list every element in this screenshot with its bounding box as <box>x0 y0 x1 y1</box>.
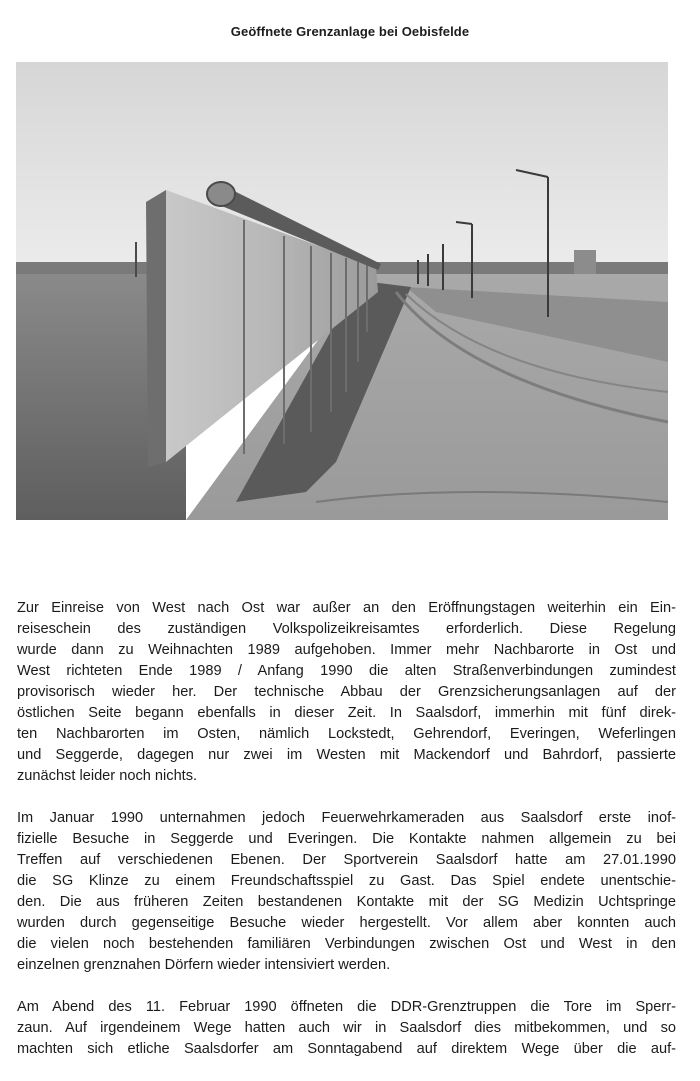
paragraph <box>17 598 676 787</box>
text-line: Treffen auf verschiedenen Ebenen. Der Sportverein Saalsdorf hatte am 27.01.1990 <box>17 852 676 868</box>
text-line: ten Nachbarorten im Osten, nämlich Lockstedt, Gehrendorf, Everingen, Weferlingen <box>17 726 676 742</box>
text-line: zunächst leider noch nichts. <box>17 768 198 784</box>
text-line: provisorisch wieder her. Der technische Abbau der Grenzsicherungsanlagen auf der <box>17 684 676 700</box>
paragraph <box>17 808 676 976</box>
text-line: West richteten Ende 1989 / Anfang 1990 die alten Straßenverbindungen zumindest <box>17 663 676 679</box>
body-text <box>17 598 676 1081</box>
text-line: fizielle Besuche in Seggerde und Everingen. Die Kontakte nahmen allgemein zu bei <box>17 831 676 847</box>
text-line: wurde dann zu Weihnachten 1989 aufgehoben. Immer mehr Nachbarorte in Ost und <box>17 642 676 658</box>
text-line: machten sich etliche Saalsdorfer am Sonntagabend auf direktem Wege über die auf- <box>17 1041 676 1057</box>
text-line: Im Januar 1990 unternahmen jedoch Feuerwehrkameraden aus Saalsdorf erste inof- <box>17 810 676 826</box>
text-line: zaun. Auf irgendeinem Wege hatten auch wir in Saalsdorf dies mitbekommen, und so <box>17 1020 676 1036</box>
text-line: und Seggerde, dagegen nur zwei im Westen mit Mackendorf und Bahrdorf, passierte <box>17 747 676 763</box>
border-wall-photo <box>16 62 668 520</box>
paragraph <box>17 997 676 1060</box>
photo-caption: Geöffnete Grenzanlage bei Oebisfelde <box>230 24 470 39</box>
text-line: wurden durch gegenseitige Besuche wieder hergestellt. Vor allem aber konnten auch <box>17 915 676 931</box>
text-line: östlichen Seite begann ebenfalls in dieser Zeit. In Saalsdorf, immerhin mit fünf direk- <box>17 705 676 721</box>
text-line: die vielen noch bestehenden familiären Verbindungen zwischen Ost und West in den <box>17 936 676 952</box>
text-line: Zur Einreise von West nach Ost war außer an den Eröffnungstagen weiterhin ein Ein- <box>17 600 676 616</box>
text-line: den. Die aus früheren Zeiten bestandenen Kontakte mit der SG Medizin Uchtspringe <box>17 894 676 910</box>
text-line: einzelnen grenznahen Dörfern wieder intensiviert werden. <box>17 957 391 973</box>
text-line: reiseschein des zuständigen Volkspolizeikreisamtes erforderlich. Diese Regelung <box>17 621 676 637</box>
text-line: die SG Klinze zu einem Freundschaftsspiel zu Gast. Das Spiel endete unentschie- <box>17 873 676 889</box>
text-line: Am Abend des 11. Februar 1990 öffneten die DDR-Grenztruppen die Tore im Sperr- <box>17 999 676 1015</box>
